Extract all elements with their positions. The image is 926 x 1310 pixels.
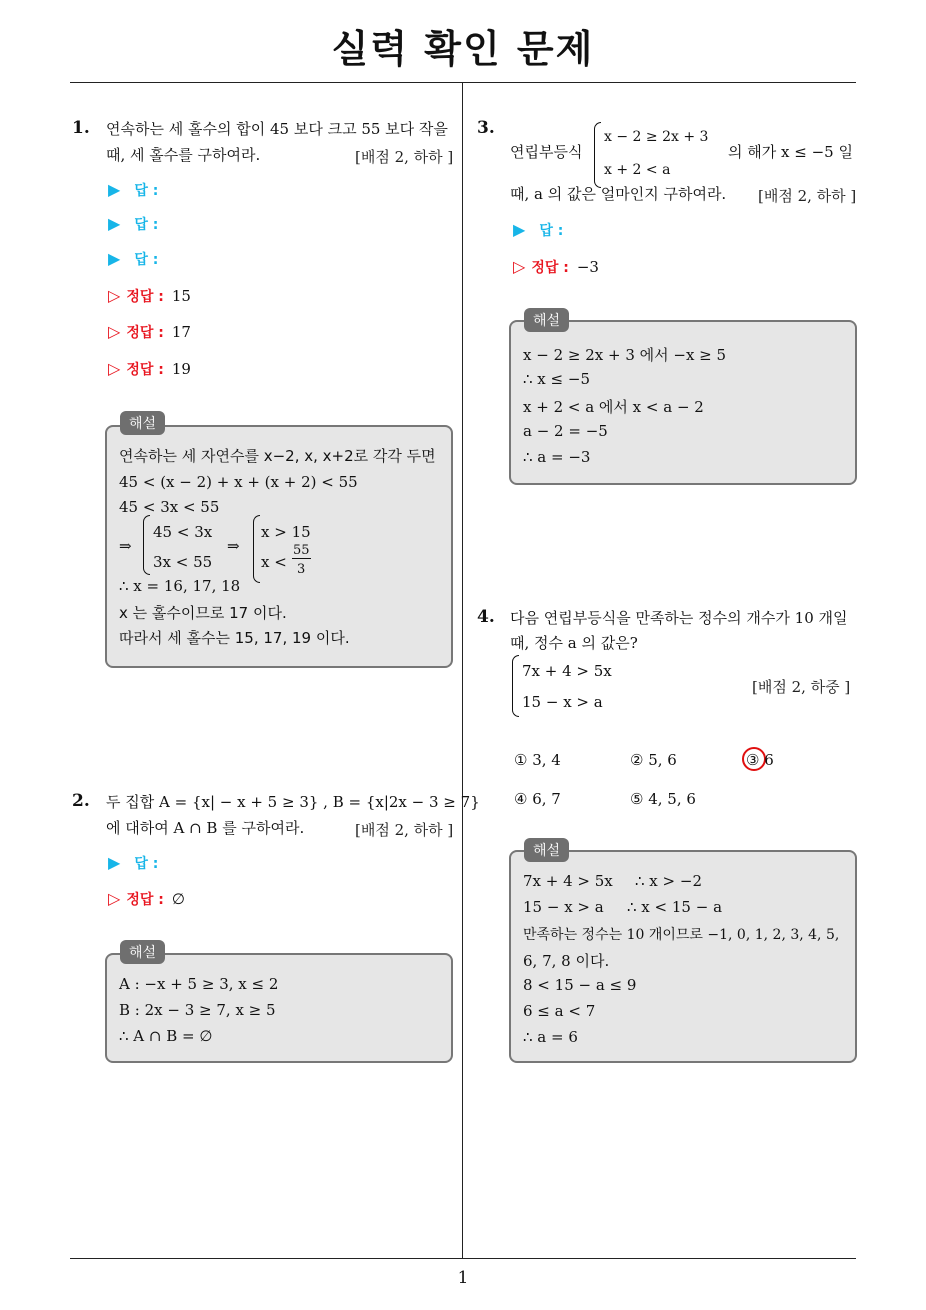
bottom-rule <box>70 1258 856 1259</box>
question-4-text-line1: 다음 연립부등식을 만족하는 정수의 개수가 10 개일 <box>510 609 848 627</box>
question-3-answer[interactable]: ▶ 답 : <box>513 220 564 239</box>
fraction-denominator: 3 <box>297 562 306 577</box>
solution-line: 만족하는 정수는 10 개이므로 −1, 0, 1, 2, 3, 4, 5, <box>523 927 840 943</box>
question-1-answer-2[interactable]: ▶ 답 : <box>108 214 159 233</box>
question-4-solution-box <box>509 850 857 1063</box>
solution-line: a − 2 = −5 <box>523 422 608 440</box>
triangle-outline-icon: ▷ <box>108 286 121 305</box>
question-3-solution-tag: 해설 <box>524 308 569 332</box>
question-1-meta: [배점 2, 하하 ] <box>355 148 454 166</box>
question-1-answer-3[interactable]: ▶ 답 : <box>108 249 159 268</box>
triangle-outline-icon: ▷ <box>108 889 121 908</box>
solution-line: ∴ x = 16, 17, 18 <box>119 577 241 595</box>
question-2-meta: [배점 2, 하하 ] <box>355 821 454 839</box>
solution-line: 3x < 55 <box>153 553 213 571</box>
question-1-text-line1: 연속하는 세 홀수의 합이 45 보다 크고 55 보다 작을 <box>106 120 448 138</box>
choice-2[interactable]: ② 5, 6 <box>630 751 677 769</box>
question-4-text-line2: 때, 정수 a 의 값은? <box>510 634 638 652</box>
solution-arrow: ⇒ <box>227 537 240 555</box>
solution-line: 7x + 4 > 5x <box>523 872 613 890</box>
choice-5[interactable]: ⑤ 4, 5, 6 <box>630 790 696 808</box>
play-icon: ▶ <box>108 249 121 268</box>
solution-line: x > 15 <box>261 523 311 541</box>
solution-line: 8 < 15 − a ≤ 9 <box>523 976 637 994</box>
question-2-text-line2: 에 대하여 A ∩ B 를 구하여라. <box>106 819 305 837</box>
solution-line: ∴ x < 15 − a <box>627 898 723 916</box>
choice-4[interactable]: ④ 6, 7 <box>514 790 561 808</box>
question-1-correct-1: ▷ 정답 : 15 <box>108 286 191 305</box>
question-1-correct-3: ▷ 정답 : 19 <box>108 359 191 378</box>
top-rule <box>70 82 856 83</box>
question-3-correct: ▷ 정답 : −3 <box>513 257 599 276</box>
solution-line: ∴ a = −3 <box>523 448 591 466</box>
solution-line: 따라서 세 홀수는 15, 17, 19 이다. <box>119 629 350 647</box>
question-1-number: 1. <box>72 118 90 138</box>
question-1-correct-2: ▷ 정답 : 17 <box>108 322 191 341</box>
question-1-solution-box <box>105 425 453 668</box>
column-divider <box>462 83 463 1258</box>
solution-line: x − 2 ≥ 2x + 3 에서 −x ≥ 5 <box>523 346 727 364</box>
triangle-outline-icon: ▷ <box>108 322 121 341</box>
fraction-numerator: 55 <box>293 543 310 558</box>
solution-line: 6, 7, 8 이다. <box>523 952 610 970</box>
question-3-text-pre: 연립부등식 <box>510 143 583 161</box>
question-2-solution-box <box>105 953 453 1063</box>
solution-line: 15 − x > a <box>523 898 604 916</box>
solution-line: x < <box>261 553 287 571</box>
question-1-answer-1[interactable]: ▶ 답 : <box>108 180 159 199</box>
question-3-text-line2: 때, a 의 값은 얼마인지 구하여라. <box>510 185 727 203</box>
question-3-meta: [배점 2, 하하 ] <box>758 187 857 205</box>
solution-line: A : −x + 5 ≥ 3, x ≤ 2 <box>119 975 279 993</box>
question-2-answer[interactable]: ▶ 답 : <box>108 853 159 872</box>
question-3-solution-box <box>509 320 857 485</box>
brace-icon <box>253 515 260 583</box>
play-icon: ▶ <box>108 180 121 199</box>
choice-1[interactable]: ① 3, 4 <box>514 751 561 769</box>
question-3-number: 3. <box>477 118 495 138</box>
question-4-solution-tag: 해설 <box>524 838 569 862</box>
question-2-solution-tag: 해설 <box>120 940 165 964</box>
play-icon: ▶ <box>108 214 121 233</box>
solution-line: ∴ A ∩ B = ∅ <box>119 1027 213 1045</box>
brace-icon <box>594 122 601 188</box>
solution-line: 45 < 3x < 55 <box>119 498 220 516</box>
question-4-meta: [배점 2, 하중 ] <box>752 678 851 696</box>
solution-line: B : 2x − 3 ≥ 7, x ≥ 5 <box>119 1001 276 1019</box>
question-3-system-line2: x + 2 < a <box>604 162 671 178</box>
play-icon: ▶ <box>513 220 526 239</box>
question-1-solution-tag: 해설 <box>120 411 165 435</box>
play-icon: ▶ <box>108 853 121 872</box>
brace-icon <box>143 515 150 575</box>
solution-line: 45 < 3x <box>153 523 213 541</box>
question-2-text-line1: 두 집합 A = {x| − x + 5 ≥ 3} , B = {x|2x − 3 ≥ 7} <box>106 793 480 811</box>
solution-line: 6 ≤ a < 7 <box>523 1002 596 1020</box>
solution-line: 연속하는 세 자연수를 x−2, x, x+2로 각각 두면 <box>119 447 436 465</box>
brace-icon <box>512 655 519 717</box>
triangle-outline-icon: ▷ <box>108 359 121 378</box>
solution-line: ∴ a = 6 <box>523 1028 578 1046</box>
question-4-system-line1: 7x + 4 > 5x <box>522 662 612 680</box>
page-number: 1 <box>457 1268 469 1288</box>
question-3-text-post: 의 해가 x ≤ −5 일 <box>728 143 853 161</box>
solution-line: ∴ x > −2 <box>635 872 702 890</box>
triangle-outline-icon: ▷ <box>513 257 526 276</box>
page-title: 실력 확인 문제 <box>331 27 595 71</box>
question-4-number: 4. <box>477 607 495 627</box>
solution-line: x + 2 < a 에서 x < a − 2 <box>523 398 704 416</box>
solution-line: 45 < (x − 2) + x + (x + 2) < 55 <box>119 473 358 491</box>
question-2-correct: ▷ 정답 : ∅ <box>108 889 185 908</box>
question-2-number: 2. <box>72 791 90 811</box>
question-1-text-line2: 때, 세 홀수를 구하여라. <box>106 146 261 164</box>
solution-line: ∴ x ≤ −5 <box>523 370 590 388</box>
question-4-system-line2: 15 − x > a <box>522 693 603 711</box>
solution-arrow: ⇒ <box>119 537 132 555</box>
question-3-system-line1: x − 2 ≥ 2x + 3 <box>604 129 709 145</box>
choice-3[interactable]: ③ 6 <box>746 751 774 769</box>
solution-line: x 는 홀수이므로 17 이다. <box>119 604 287 622</box>
